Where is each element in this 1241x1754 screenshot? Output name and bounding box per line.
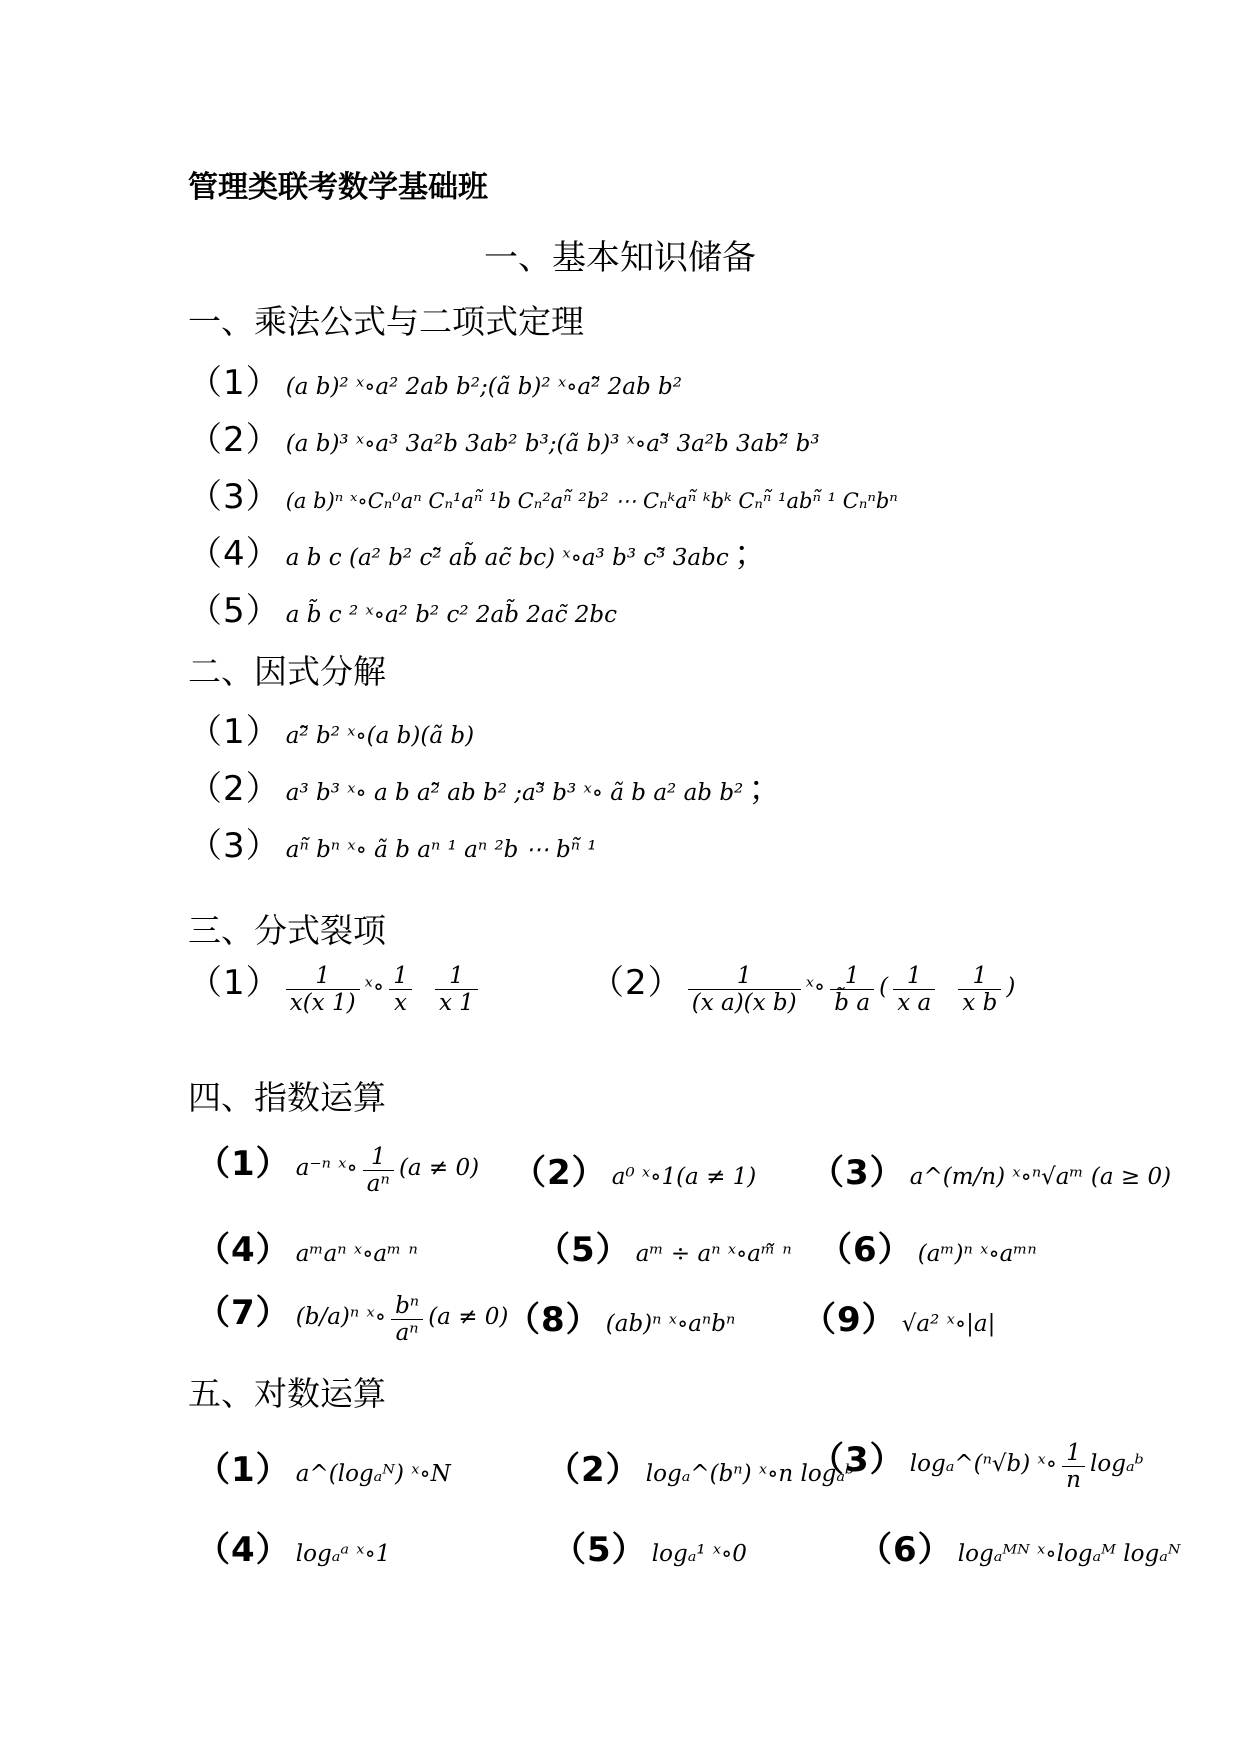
formula: logₐᴹᴺ ˣ∘logₐᴹ logₐᴺ: [957, 1541, 1181, 1567]
formula-row: [506, 1292, 735, 1341]
formula-row: [188, 355, 682, 404]
formula-row: [188, 526, 769, 575]
item-number: （4）: [196, 1230, 291, 1270]
fraction: $\frac{1}{b̃ a}$: [830, 963, 874, 1016]
item-number: （1）: [188, 963, 281, 1003]
formula-row: [546, 1442, 854, 1491]
formula: (ab)ⁿ ˣ∘aⁿbⁿ: [605, 1311, 736, 1337]
item-number: （8）: [506, 1300, 601, 1340]
item-number: （3）: [188, 477, 281, 517]
formula-row: [590, 955, 1015, 1016]
item-number: （1）: [196, 1144, 291, 1184]
item-number: （2）: [188, 420, 281, 460]
item-number: （4）: [196, 1530, 291, 1570]
item-number: （1）: [188, 363, 281, 403]
formula: logₐ^(bⁿ) ˣ∘n logₐᵇ: [645, 1461, 855, 1487]
formula: aⁿ̃ bⁿ ˣ∘ ã b aⁿ ¹ aⁿ ²b ⋯ bⁿ̃ ¹: [285, 837, 597, 863]
fraction: $\frac{1}{\text{(x a)(x b)}}$: [688, 963, 801, 1016]
formula: a⁻ⁿ ˣ∘: [295, 1155, 358, 1181]
formula-row: [188, 583, 617, 632]
formula: a b̃ c ² ˣ∘a² b² c² 2ab̃ 2ac̃ 2bc: [285, 602, 618, 628]
punctuation: ；: [748, 769, 784, 809]
item-number: （1）: [196, 1450, 291, 1490]
equals-sign: ˣ∘: [364, 974, 385, 1000]
item-number: （4）: [188, 534, 281, 574]
formula-row: [818, 1222, 1037, 1271]
formula-row: [802, 1292, 995, 1341]
formula: (a b)² ˣ∘a² 2ab b²;(ã b)² ˣ∘a²̃ 2ab b²: [285, 374, 682, 400]
fraction: $\frac{1}{x(x 1)}$: [286, 963, 360, 1016]
formula-row: [196, 1442, 451, 1491]
formula: logₐ^(ⁿ√b) ˣ∘: [909, 1451, 1057, 1477]
item-number: （2）: [590, 963, 683, 1003]
item-number: （6）: [818, 1230, 913, 1270]
equals-sign: ˣ∘: [805, 974, 826, 1000]
formula-row: [196, 1522, 390, 1571]
formula: (b/a)ⁿ ˣ∘: [295, 1304, 386, 1330]
item-number: （7）: [196, 1293, 291, 1333]
section-heading-multiplication: 一、乘法公式与二项式定理: [188, 302, 584, 341]
item-number: （6）: [858, 1530, 953, 1570]
formula: a⁰ ˣ∘1(a ≠ 1): [611, 1164, 757, 1190]
paren-open: (: [879, 974, 889, 1000]
formula-row: [196, 1285, 508, 1346]
item-number: （2）: [546, 1450, 641, 1490]
formula: aᵐ ÷ aⁿ ˣ∘aᵐ̃ ⁿ: [635, 1241, 792, 1267]
formula-row: [188, 469, 898, 518]
item-number: （3）: [188, 826, 281, 866]
formula: a^(m/n) ˣ∘ⁿ√aᵐ (a ≥ 0): [909, 1164, 1172, 1190]
formula: (aᵐ)ⁿ ˣ∘aᵐⁿ: [917, 1241, 1037, 1267]
formula: a b c (a² b² c²̃ ab̃ ac̃ bc) ˣ∘a³ b³ c³̃ 3abc: [285, 545, 729, 571]
formula: √a² ˣ∘|a|: [901, 1311, 996, 1337]
document-title: 管理类联考数学基础班: [188, 170, 488, 205]
formula-row: [196, 1222, 418, 1271]
formula-row: [810, 1145, 1171, 1194]
formula-row: [188, 704, 474, 753]
formula-row: [858, 1522, 1181, 1571]
formula: a²̃ b² ˣ∘(a b)(ã b): [285, 723, 475, 749]
formula-row: [196, 1136, 479, 1197]
item-number: （9）: [802, 1300, 897, 1340]
section-heading-partial-fractions: 三、分式裂项: [188, 911, 386, 950]
formula: a^(logₐᴺ) ˣ∘N: [295, 1461, 451, 1487]
fraction: $\frac{\text{bⁿ}}{\text{aⁿ}}$: [391, 1293, 423, 1346]
section-heading-factorization: 二、因式分解: [188, 652, 386, 691]
formula: logₐᵇ: [1090, 1451, 1144, 1477]
fraction: $\frac{1}{x}$: [389, 963, 412, 1016]
formula: logₐᵃ ˣ∘1: [295, 1541, 391, 1567]
item-number: （5）: [552, 1530, 647, 1570]
section-heading-logarithms: 五、对数运算: [188, 1374, 386, 1413]
formula: (a ≠ 0): [398, 1155, 480, 1181]
formula: (a b)³ ˣ∘a³ 3a²b 3ab² b³;(ã b)³ ˣ∘a³̃ 3a²b 3ab²̃ b³: [285, 431, 820, 457]
fraction: $\frac{1}{n}$: [1062, 1440, 1085, 1493]
punctuation: ；: [733, 534, 769, 574]
formula-row: [188, 761, 783, 810]
item-number: （2）: [512, 1153, 607, 1193]
chapter-heading: 一、基本知识储备: [484, 238, 756, 278]
formula-row: [536, 1222, 792, 1271]
formula: (a ≠ 0): [428, 1304, 509, 1330]
formula-row: [810, 1432, 1144, 1493]
formula: (a b)ⁿ ˣ∘Cₙ⁰aⁿ Cₙ¹aⁿ̃ ¹b Cₙ²aⁿ̃ ²b² ⋯ Cₙᵏaⁿ̃ ᵏbᵏ Cₙⁿ̃ ¹abⁿ̃ ¹ Cₙⁿbⁿ: [285, 489, 898, 513]
fraction: $\frac{1}{\text{x b}}$: [958, 963, 1001, 1016]
formula: a³ b³ ˣ∘ a b a²̃ ab b² ;a³̃ b³ ˣ∘ ã b a² ab b²: [285, 780, 744, 806]
formula-row: [188, 955, 478, 1016]
formula-row: [512, 1145, 756, 1194]
formula-row: [188, 818, 597, 867]
item-number: （2）: [188, 769, 281, 809]
formula: aᵐaⁿ ˣ∘aᵐ ⁿ: [295, 1241, 418, 1267]
formula-row: [552, 1522, 747, 1571]
item-number: （5）: [188, 591, 281, 631]
item-number: （1）: [188, 712, 281, 752]
item-number: （5）: [536, 1230, 631, 1270]
item-number: （3）: [810, 1440, 905, 1480]
paren-close: ): [1006, 974, 1016, 1000]
formula: logₐ¹ ˣ∘0: [651, 1541, 747, 1567]
fraction: $\frac{1}{\text{aⁿ}}$: [363, 1144, 394, 1197]
fraction: $\frac{1}{x 1}$: [435, 963, 478, 1016]
formula-row: [188, 412, 820, 461]
section-heading-exponents: 四、指数运算: [188, 1078, 386, 1117]
item-number: （3）: [810, 1153, 905, 1193]
fraction: $\frac{1}{\text{x a}}$: [893, 963, 935, 1016]
